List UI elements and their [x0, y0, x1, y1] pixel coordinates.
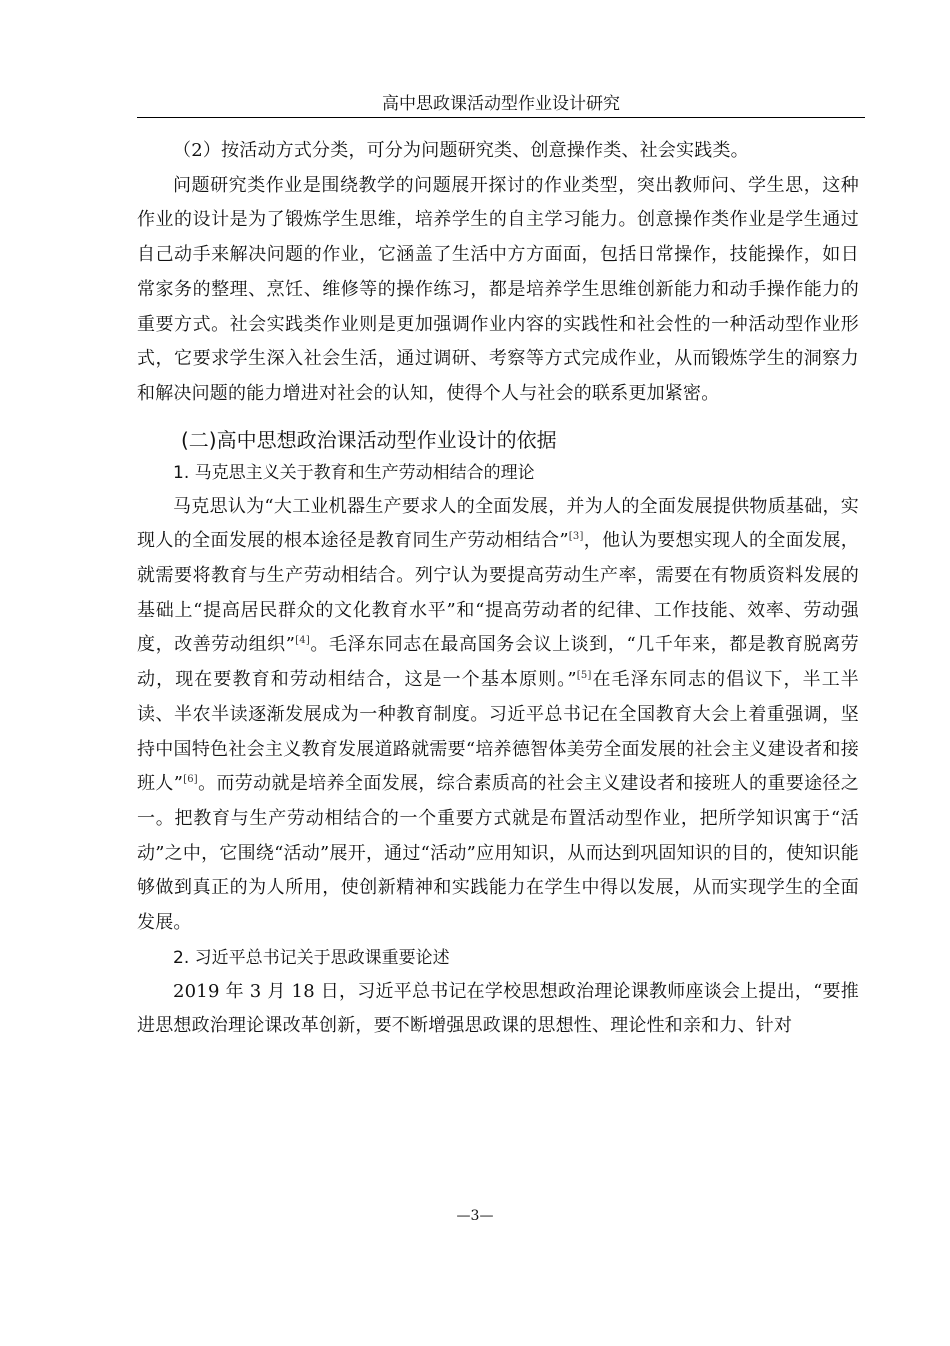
- citation-3: [3]: [568, 531, 584, 543]
- text-run: 。而劳动就是培养全面发展，综合素质高的社会主义建设者和接班人的重要途径之一。把教育与生产劳动相结合的一个重要方式就是布置活动型作业，把所学知识寓于“活动”之中，它围绕“活动”展开，通过“活动”应用知识，从而达到巩固知识的目的，使知识能够做到真正的为人所用，使创新精神和实践能力在学生中得以发展，从而实现学生的全面发展。: [137, 773, 859, 934]
- page-number: —3—: [456, 1208, 494, 1224]
- citation-5: [5]: [576, 670, 592, 682]
- text-run: 马克思认为“大工业机器生产要求人的全面发展，并为人的全面发展提供物质基础，实现人的全面发展的根本途径是教育同生产劳动相结合”: [137, 495, 859, 552]
- header-rule: [137, 117, 865, 118]
- paragraph-activity-types: 问题研究类作业是围绕教学的问题展开探讨的作业类型，突出教师问、学生思，这种作业的设计是为了锻炼学生思维，培养学生的自主学习能力。创意操作类作业是学生通过自己动手来解决问题的作业，它涵盖了生活中方方面面，包括日常操作，技能操作，如日常家务的整理、烹饪、维修等的操作练习，都是培养学生思维创新能力和动手操作能力的重要方式。社会实践类作业则是更加强调作业内容的实践性和社会性的一种活动型作业形式，它要求学生深入社会生活，通过调研、考察等方式完成作业，从而锻炼学生的洞察力和解决问题的能力增进对社会的认知，使得个人与社会的联系更加紧密。: [137, 174, 859, 404]
- section-heading: (二)高中思想政治课活动型作业设计的依据: [181, 427, 557, 452]
- citation-6: [6]: [183, 774, 198, 786]
- citation-4: [4]: [295, 635, 310, 647]
- running-header: 高中思政课活动型作业设计研究: [382, 94, 620, 114]
- paragraph-classification: （2）按活动方式分类，可分为问题研究类、创意操作类、社会实践类。: [173, 140, 749, 161]
- paragraph-xi-speech: 2019 年 3 月 18 日，习近平总书记在学校思想政治理论课教师座谈会上提出，“要推进思想政治理论课改革创新，要不断增强思政课的思想性、理论性和亲和力、针对: [137, 980, 859, 1037]
- document-body: [137, 134, 859, 1044]
- subsection-heading-xi: 2. 习近平总书记关于思政课重要论述: [173, 947, 450, 968]
- subsection-heading-marxism: 1. 马克思主义关于教育和生产劳动相结合的理论: [173, 462, 535, 483]
- paragraph-marxism: [137, 490, 859, 941]
- text-run: ，他认为要想实现人的全面发展，就需要将教育与生产劳动相结合。列宁认为要提高劳动生产率，需要在有物质资料发展的基础上“提高居民群众的文化教育水平”和“提高劳动者的纪律、工作技能、效率、劳动强度，改善劳动组织”: [137, 530, 860, 656]
- text-run: 在毛泽东同志的倡议下，半工半读、半农半读逐渐发展成为一种教育制度。习近平总书记在全国教育大会上着重强调，坚持中国特色社会主义教育发展道路就需要“培养德智体美劳全面发展的社会主义建设者和接班人”: [137, 669, 859, 795]
- text-run: 。毛泽东同志在最高国务会议上谈到，“几千年来，都是教育脱离劳动，现在要教育和劳动相结合，这是一个基本原则。”: [137, 634, 859, 691]
